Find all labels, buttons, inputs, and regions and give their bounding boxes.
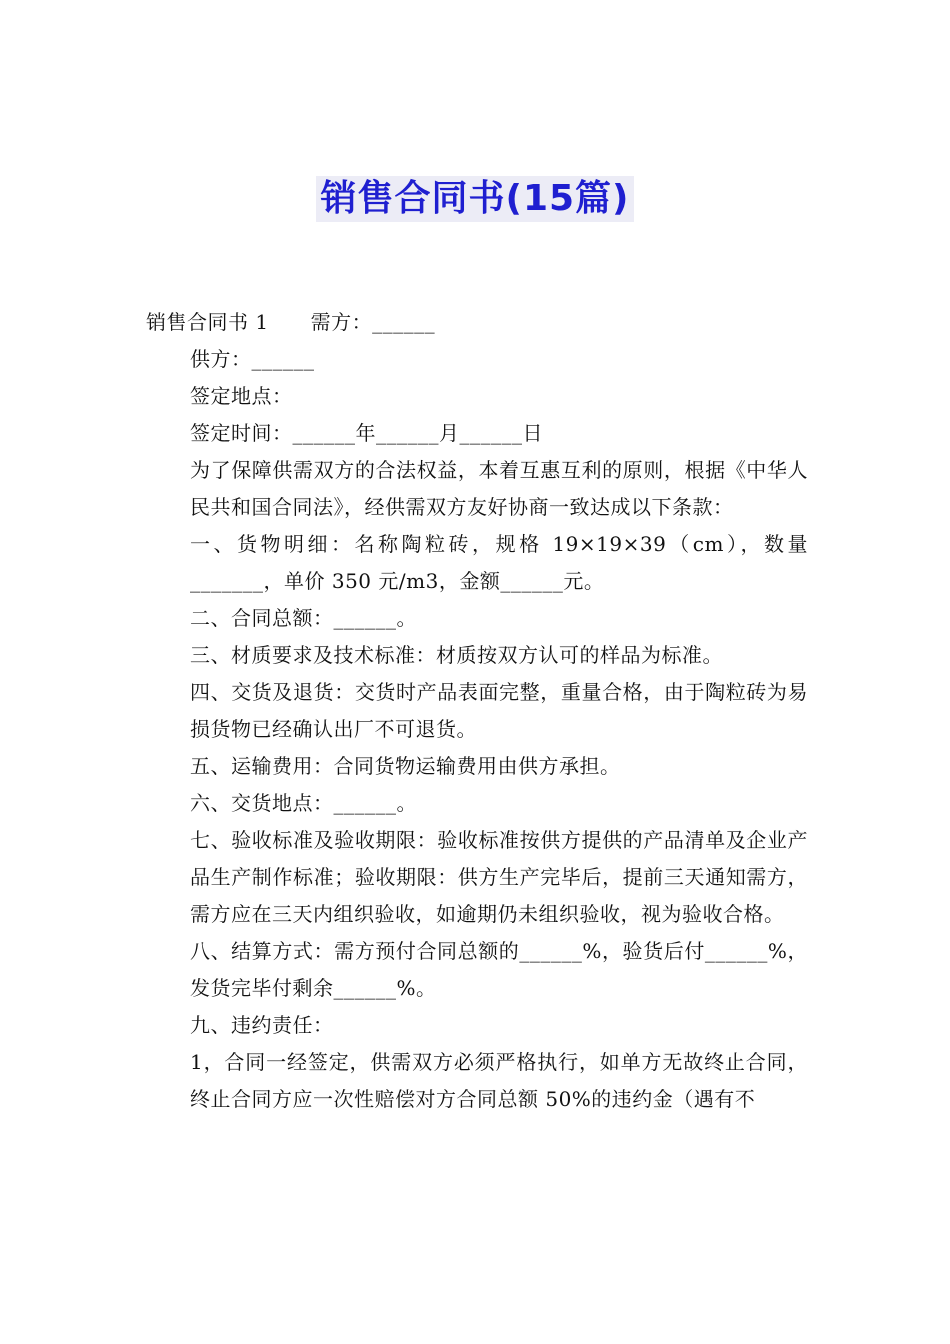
title-container: [0, 176, 950, 222]
contract-label: 销售合同书 1: [146, 310, 269, 334]
buyer-field: 需方：______: [310, 310, 436, 334]
clause-9: 九、违约责任：: [190, 1013, 334, 1037]
date-line: 签定时间：______年______月______日: [190, 421, 543, 445]
clause-2: 二、合同总额：______。: [190, 606, 417, 630]
clause-5: 五、运输费用：合同货物运输费用由供方承担。: [190, 754, 621, 778]
clause-6: 六、交货地点：______。: [190, 791, 417, 815]
clause-8: 八、结算方式：需方预付合同总额的______%，验货后付______%，发货完毕付剩余______%。: [190, 939, 808, 1000]
intro-paragraph: 为了保障供需双方的合法权益，本着互惠互利的原则，根据《中华人民共和国合同法》，经供需双方友好协商一致达成以下条款：: [190, 458, 808, 519]
clause-3: 三、材质要求及技术标准：材质按双方认可的样品为标准。: [190, 643, 723, 667]
document-title: 销售合同书(15篇): [316, 176, 633, 222]
document-body: [146, 304, 808, 1118]
clause-9-1: 1，合同一经签定，供需双方必须严格执行，如单方无故终止合同，终止合同方应一次性赔偿对方合同总额 50%的违约金（遇有不: [190, 1050, 808, 1111]
clause-1: 一、货物明细：名称陶粒砖，规格 19×19×39（cm），数量_______，单价 350 元/m3，金额______元。: [190, 532, 808, 593]
heading-line: [146, 304, 808, 341]
clause-4: 四、交货及退货：交货时产品表面完整，重量合格，由于陶粒砖为易损货物已经确认出厂不可退货。: [190, 680, 808, 741]
clause-7: 七、验收标准及验收期限：验收标准按供方提供的产品清单及企业产品生产制作标准；验收期限：供方生产完毕后，提前三天通知需方，需方应在三天内组织验收，如逾期仍未组织验收，视为验收合格。: [190, 828, 808, 926]
place-line: 签定地点：: [190, 384, 293, 408]
supplier-line: 供方：______: [190, 347, 315, 371]
